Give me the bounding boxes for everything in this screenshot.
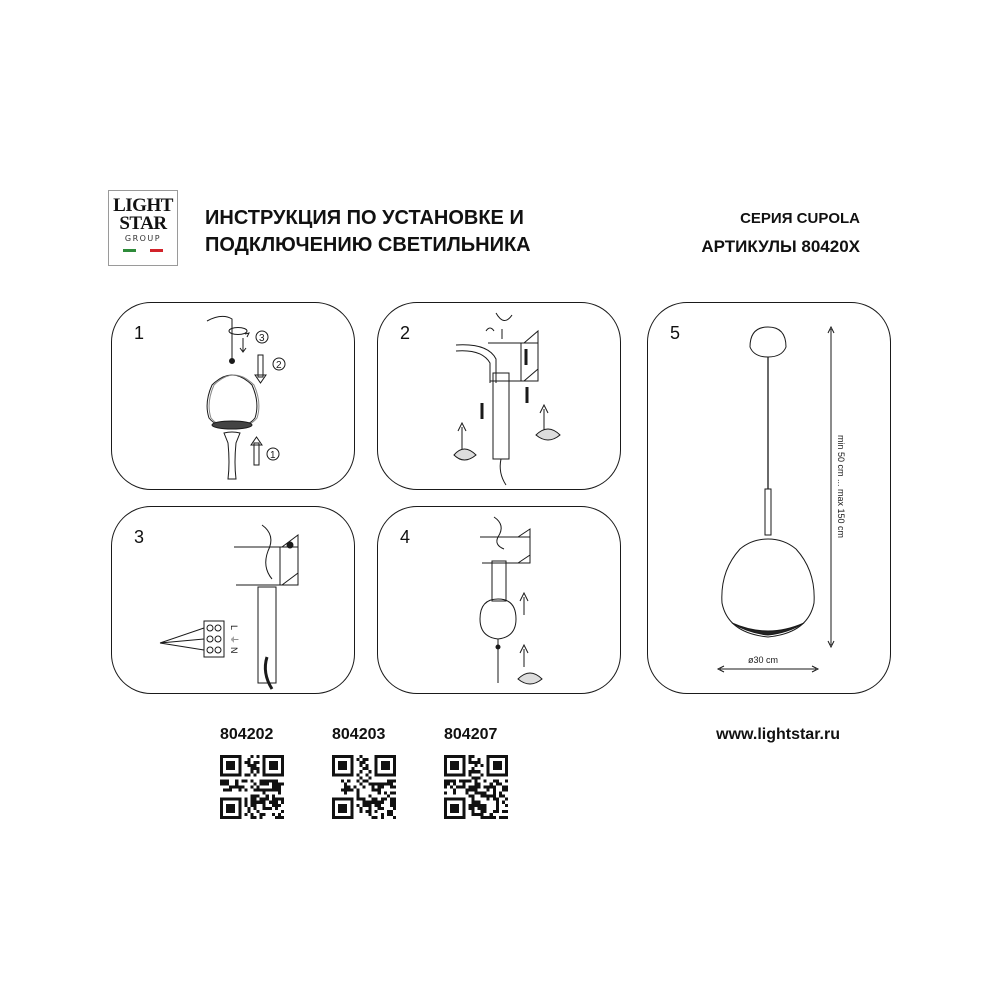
qr-code-icon [444,755,508,819]
pendant-shade-icon [722,539,814,637]
step-number: 2 [400,323,411,343]
step-5-panel [647,302,891,694]
diameter-label: ø30 cm [748,655,779,665]
callout-2: 2 [276,360,282,371]
callout-3: 3 [259,333,265,344]
screw-icon [230,359,235,364]
logo-line1: LIGHT [113,195,173,216]
terminal-label-ground: ⏚ [228,635,238,645]
glass-shade-icon [207,375,257,427]
series-label: СЕРИЯ CUPOLA [740,210,860,227]
page-title [205,205,585,259]
arrow-icon [520,593,528,615]
step-3-diagram [112,507,354,693]
qr-code-icon [332,755,396,819]
step-3-panel [111,506,355,694]
height-label: min 50 cm ... max 150 cm [836,435,846,539]
sku-label: 804202 [220,726,274,743]
step-5-diagram [648,303,890,693]
brand-logo [108,190,178,266]
canopy-icon [480,599,516,639]
website-link[interactable]: www.lightstar.ru [716,726,840,743]
series-info [660,205,860,261]
sku-label: 804207 [444,726,498,743]
terminal-label-n: N [229,647,239,654]
articles-label: АРТИКУЛЫ 80420X [701,237,860,256]
step-2-diagram [378,303,620,489]
callout-1: 1 [270,450,276,461]
terminal-label-l: L [229,625,239,631]
step-number: 5 [670,323,681,343]
sku-label: 804203 [332,726,386,743]
step-4-diagram [378,507,620,693]
step-2-panel [377,302,621,490]
arrow-icon [458,423,466,451]
step-1-diagram [112,303,354,489]
step-number: 1 [134,323,145,343]
step-number: 4 [400,527,411,547]
canopy-icon [750,327,786,357]
qr-code-icon [220,755,284,819]
step-1-panel [111,302,355,490]
arrow-icon [520,645,528,667]
step-4-panel [377,506,621,694]
logo-line2: STAR [119,213,167,234]
title-line-1: ИНСТРУКЦИЯ ПО УСТАНОВКЕ И [205,207,524,229]
logo-line3: GROUP [124,234,162,243]
title-line-2: ПОДКЛЮЧЕНИЮ СВЕТИЛЬНИКА [205,234,531,256]
step-number: 3 [134,527,145,547]
italian-flag-icon [123,249,163,252]
